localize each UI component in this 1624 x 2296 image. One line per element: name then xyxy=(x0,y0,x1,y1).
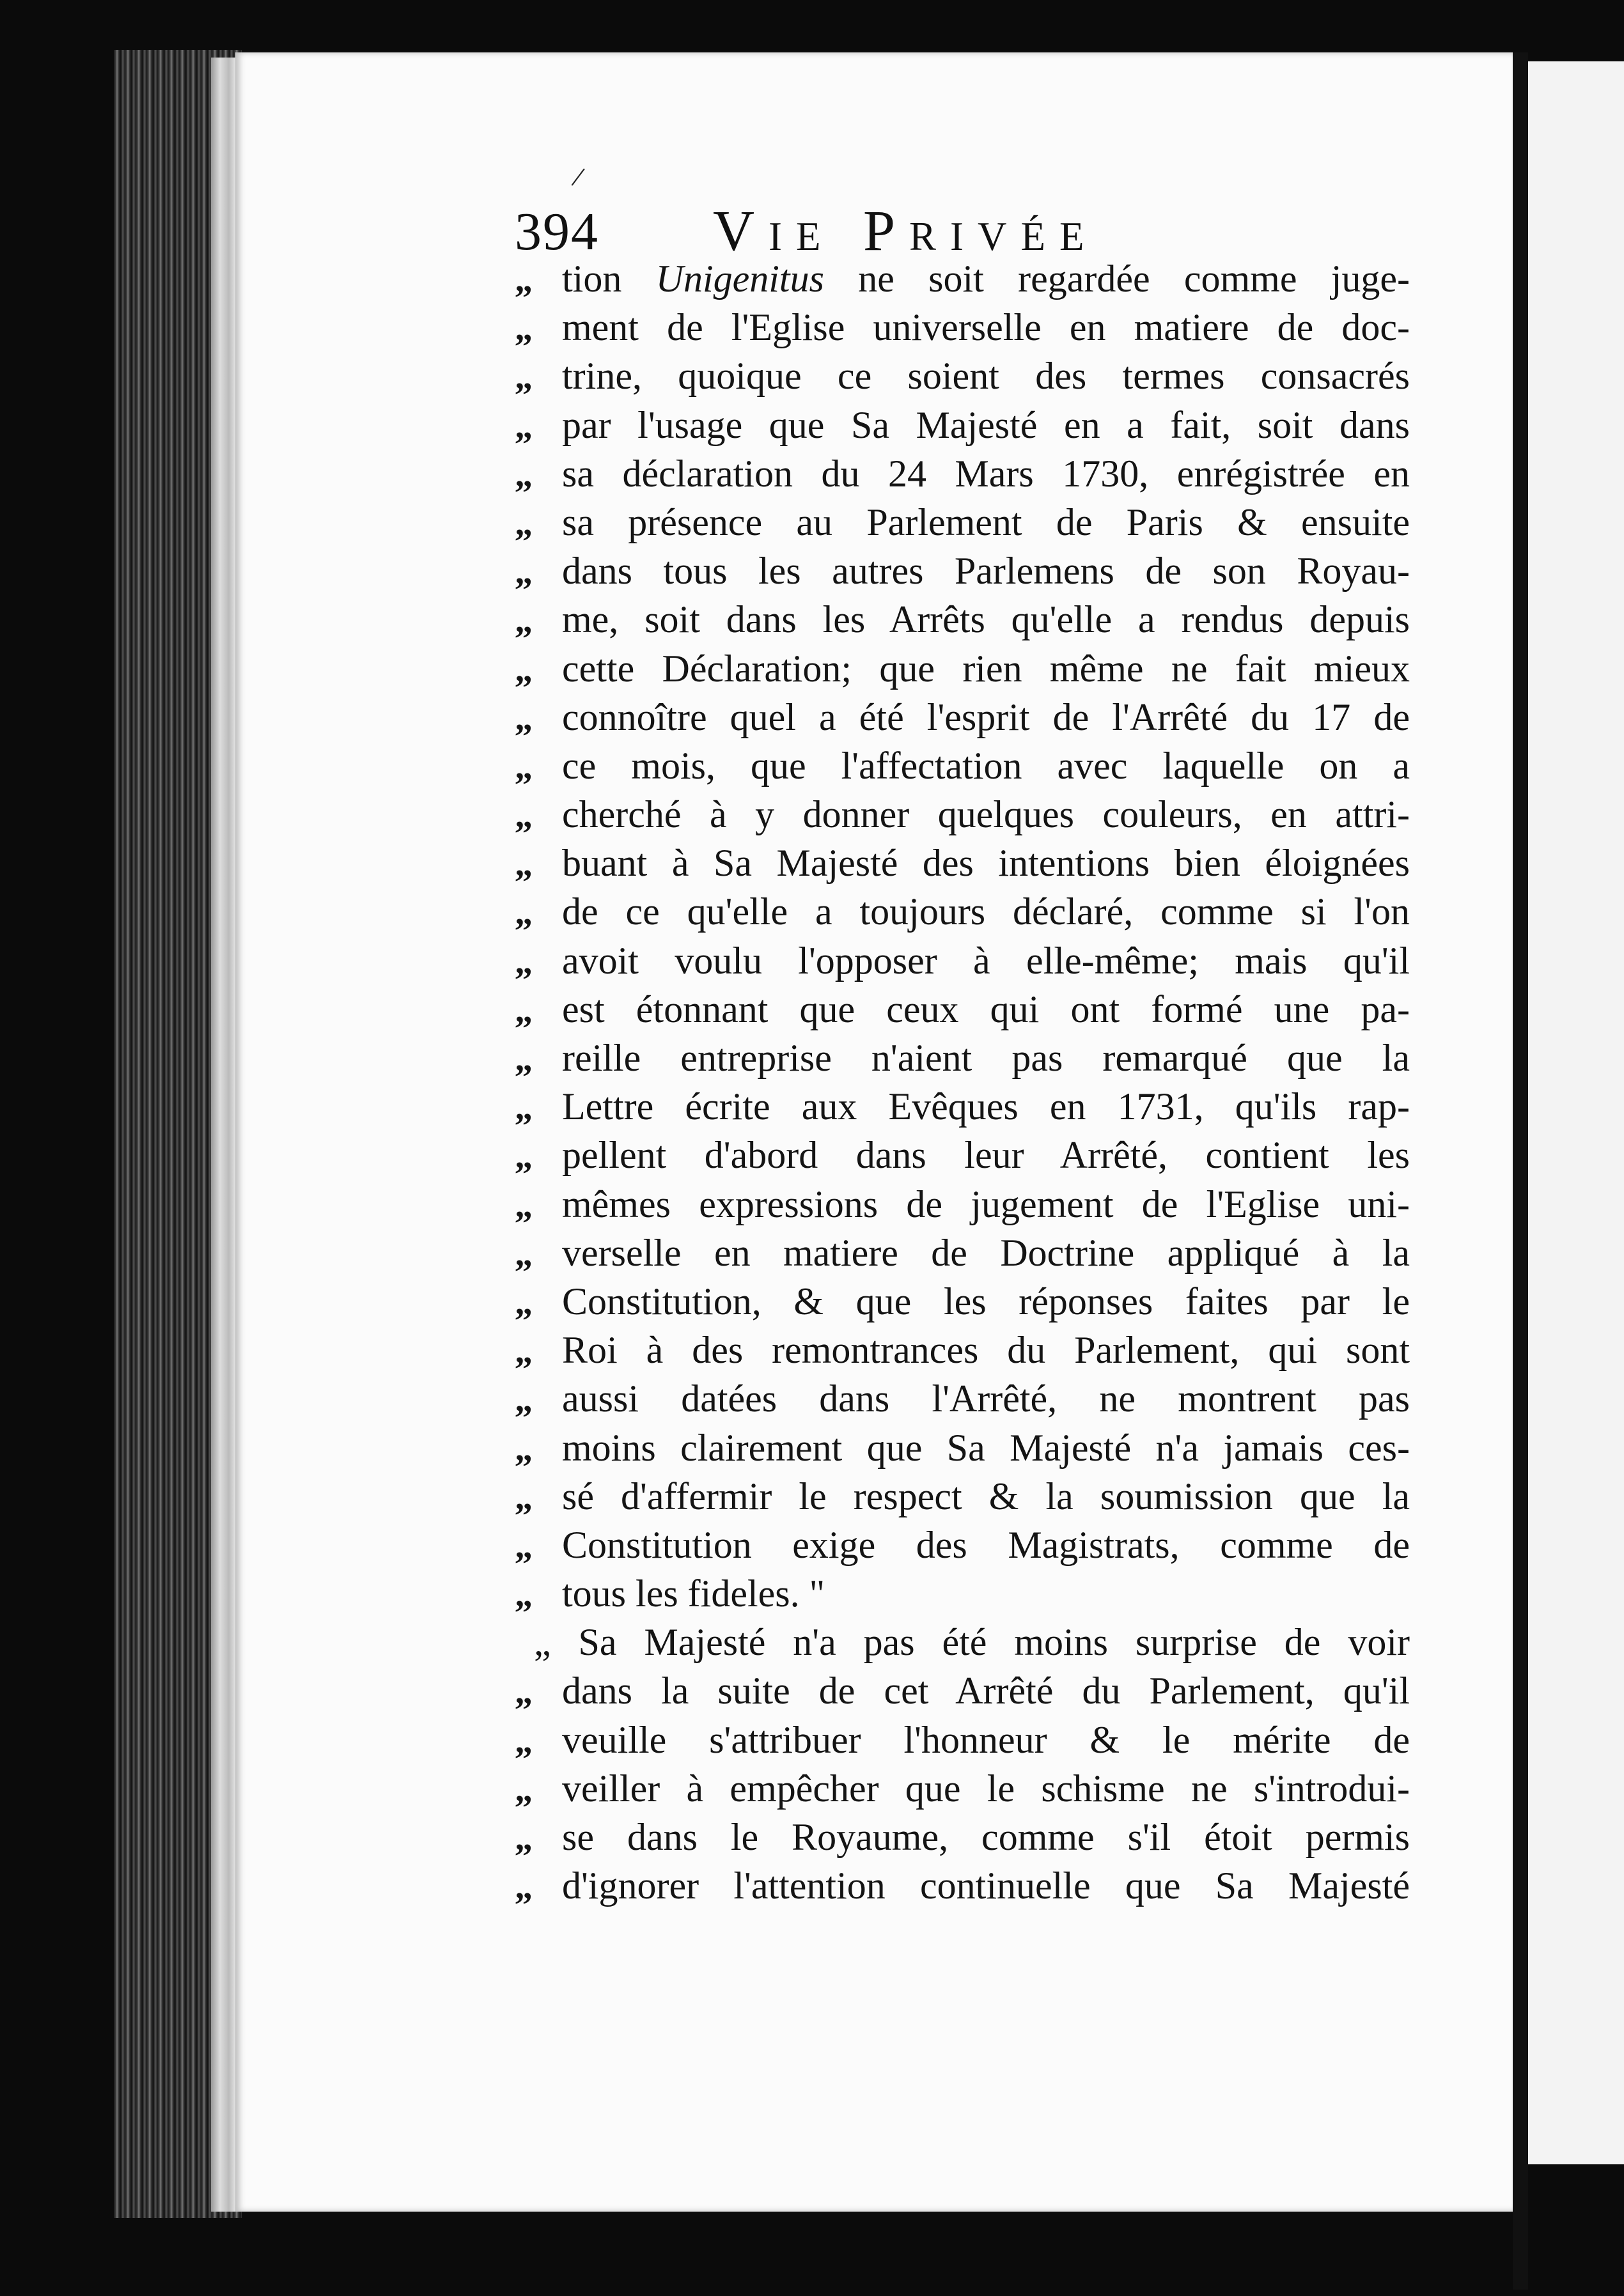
text-line xyxy=(515,1326,1410,1374)
gutter-shadow xyxy=(1513,52,1528,2290)
line-text: Lettre écrite aux Evêques en 1731, qu'ils rap- xyxy=(562,1085,1410,1128)
line-text: est étonnant que ceux qui ont formé une pa- xyxy=(562,988,1410,1030)
text-line xyxy=(515,839,1410,887)
facing-page-sliver xyxy=(1528,61,1624,2164)
text-line xyxy=(515,1472,1410,1521)
text-line xyxy=(515,985,1410,1034)
text-line xyxy=(515,595,1410,644)
quote-mark: „ xyxy=(515,1429,530,1469)
quote-mark: „ xyxy=(515,357,530,398)
quote-mark: „ xyxy=(515,1185,530,1225)
quote-mark: „ xyxy=(515,796,530,836)
line-text: connoître quel a été l'esprit de l'Arrêté du 17 de xyxy=(562,695,1410,738)
quote-mark: „ xyxy=(515,1672,530,1712)
text-line xyxy=(515,449,1410,498)
text-line xyxy=(515,1131,1410,1179)
line-text: sa déclaration du 24 Mars 1730, enrégistrée en xyxy=(562,452,1410,495)
line-text: de ce qu'elle a toujours déclaré, comme si l'on xyxy=(562,890,1410,933)
quote-mark: „ xyxy=(515,1234,530,1274)
text-line xyxy=(515,1180,1410,1229)
line-text: se dans le Royaume, comme s'il étoit permis xyxy=(562,1816,1410,1858)
quote-mark: „ xyxy=(515,893,530,933)
quote-mark: „ xyxy=(515,1282,530,1323)
quote-mark: „ xyxy=(515,309,530,349)
text-line xyxy=(515,1229,1410,1277)
line-text: veuille s'attribuer l'honneur & le mérite de xyxy=(562,1718,1410,1761)
line-text: Roi à des remontrances du Parlement, qui sont xyxy=(562,1329,1410,1372)
quote-mark: „ xyxy=(515,1380,530,1420)
line-text: sa présence au Parlement de Paris & ensuite xyxy=(562,500,1410,543)
line-text: buant à Sa Majesté des intentions bien éloignées xyxy=(562,842,1410,885)
line-text: trine, quoique ce soient des termes consacrés xyxy=(562,355,1410,398)
text-line xyxy=(515,644,1410,693)
line-text: cherché à y donner quelques couleurs, en attri- xyxy=(562,793,1410,836)
text-line xyxy=(515,936,1410,985)
line-text: cette Déclaration; que rien même ne fait mieux xyxy=(562,647,1410,690)
running-title: Vie Privée xyxy=(713,199,1098,263)
quote-mark: „ xyxy=(515,406,530,446)
text-line xyxy=(515,1569,1410,1618)
text-line xyxy=(515,1618,1410,1666)
quote-mark: „ xyxy=(515,942,530,982)
text-line xyxy=(515,1666,1410,1715)
text-line xyxy=(515,1374,1410,1423)
line-text: Constitution exige des Magistrats, comme de xyxy=(562,1523,1410,1566)
running-header xyxy=(515,192,1423,262)
quote-mark: „ xyxy=(515,503,530,543)
line-text: ment de l'Eglise universelle en matiere de doc- xyxy=(562,306,1410,349)
line-text: „ Sa Majesté n'a pas été moins surprise de voir xyxy=(534,1621,1410,1664)
line-text: d'ignorer l'attention continuelle que Sa Majesté xyxy=(562,1865,1410,1907)
quote-mark: „ xyxy=(515,1721,530,1761)
text-line xyxy=(515,1813,1410,1861)
text-line xyxy=(515,790,1410,839)
quote-mark: „ xyxy=(515,552,530,593)
text-line xyxy=(515,1423,1410,1472)
quote-mark: „ xyxy=(515,1088,530,1128)
quote-mark: „ xyxy=(515,1039,530,1079)
quote-mark: „ xyxy=(515,1526,530,1566)
line-text: moins clairement que Sa Majesté n'a jamais ces- xyxy=(562,1426,1410,1469)
line-text: Constitution, & que les réponses faites par le xyxy=(562,1280,1410,1323)
line-text: pellent d'abord dans leur Arrêté, contient les xyxy=(562,1134,1410,1177)
line-text: sé d'affermir le respect & la soumission que la xyxy=(562,1475,1410,1517)
quote-mark: „ xyxy=(515,990,530,1030)
line-text: par l'usage que Sa Majesté en a fait, soit dans xyxy=(562,403,1410,446)
body-text xyxy=(515,254,1410,1910)
line-text: me, soit dans les Arrêts qu'elle a rendus depuis xyxy=(562,598,1410,641)
quote-mark: „ xyxy=(515,260,530,300)
line-text: ce mois, que l'affectation avec laquelle on a xyxy=(562,744,1410,787)
text-line xyxy=(515,1082,1410,1131)
quote-mark: „ xyxy=(515,747,530,787)
text-line xyxy=(515,1716,1410,1764)
quote-mark: „ xyxy=(515,1867,530,1907)
line-text: dans tous les autres Parlemens de son Royau- xyxy=(562,550,1410,593)
quote-mark: „ xyxy=(515,844,530,885)
text-line xyxy=(515,1764,1410,1813)
page-number: 394 xyxy=(515,202,599,261)
text-line xyxy=(515,1861,1410,1910)
text-line xyxy=(515,1034,1410,1082)
line-text: mêmes expressions de jugement de l'Eglise uni- xyxy=(562,1183,1410,1225)
text-line xyxy=(515,741,1410,790)
text-line xyxy=(515,887,1410,936)
quote-mark: „ xyxy=(515,1575,530,1615)
line-text: tion Unigenitus ne soit regardée comme juge- xyxy=(562,258,1410,300)
text-line xyxy=(515,693,1410,741)
ink-mark: / xyxy=(569,160,588,194)
quote-mark: „ xyxy=(515,601,530,641)
line-text: veiller à empêcher que le schisme ne s'introdui- xyxy=(562,1767,1410,1810)
line-text: verselle en matiere de Doctrine appliqué à la xyxy=(562,1231,1410,1274)
text-line xyxy=(515,1521,1410,1569)
line-text: reille entreprise n'aient pas remarqué que la xyxy=(562,1037,1410,1079)
line-text: avoit voulu l'opposer à elle-même; mais qu'il xyxy=(562,939,1410,982)
italic-title: Unigenitus xyxy=(655,258,824,300)
page-edge-highlight xyxy=(211,58,238,2212)
quote-mark: „ xyxy=(515,1477,530,1517)
text-line xyxy=(515,547,1410,595)
line-text: dans la suite de cet Arrêté du Parlement, qu'il xyxy=(562,1670,1410,1712)
text-line xyxy=(515,352,1410,400)
text-line xyxy=(515,254,1410,303)
text-line xyxy=(515,498,1410,547)
text-line xyxy=(515,1277,1410,1326)
line-text: tous les fideles. " xyxy=(562,1572,825,1615)
quote-mark: „ xyxy=(515,1136,530,1177)
quote-mark: „ xyxy=(515,1769,530,1810)
text-line xyxy=(515,401,1410,449)
quote-mark: „ xyxy=(515,698,530,738)
quote-mark: „ xyxy=(515,1331,530,1372)
line-text: aussi datées dans l'Arrêté, ne montrent pas xyxy=(562,1377,1410,1420)
quote-mark: „ xyxy=(515,649,530,690)
quote-mark: „ xyxy=(515,454,530,495)
quote-mark: „ xyxy=(515,1819,530,1858)
text-line xyxy=(515,303,1410,352)
